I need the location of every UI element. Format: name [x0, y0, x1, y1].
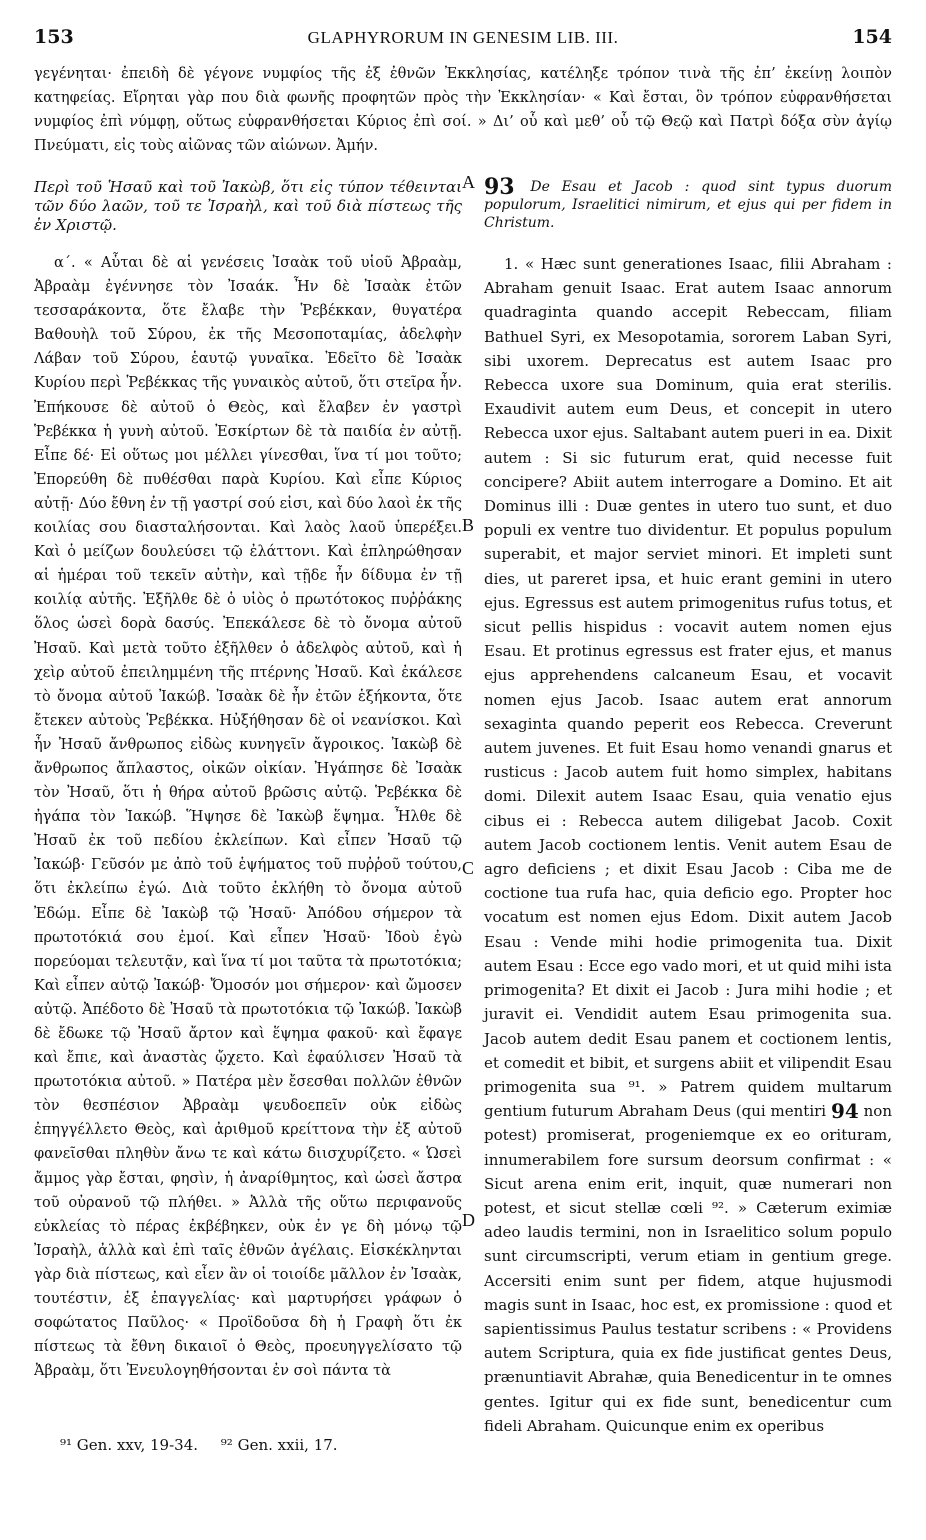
running-title: GLAPHYRORUM IN GENESIM LIB. III.: [307, 28, 619, 47]
latin-section-heading: [484, 174, 893, 232]
latin-body-part1: 1. « Hæc sunt generationes Isaac, filii Abraham : Abraham genuit Isaac. Erat autem Isaac annorum quadraginta quando accepit Rebeccam, filiam Bathuel Syri, ex Mesopotamia, sororem Laban Syri, sibi uxorem. Deprecatus est autem Isaac pro Rebecca uxore sua Dominum, quia erat sterilis. Exaudivit autem eum Deus, et concepit in utero Rebecca uxor ejus. Saltabant autem pueri in ea. Dixit autem : Si sic futurum erat, quid necesse fuit concipere? Abiit autem interrogare a Domino. Et ait Dominus illi : Duæ gentes in utero tuo sunt, et duo populi ex ventre tuo dividentur. Et populus populum superabit, et major serviet minori. Et impleti sunt dies, ut pareret ipsa, et huic erant gemini in utero ejus. Egressus est autem primogenitus rufus totus, et sicut pellis hispidus : vocavit autem nomen ejus Esau. Et protinus egressus est frater ejus, et manus ejus apprehendens calcaneum Esau, et vocavit nomen ejus Jacob. Isaac autem erat annorum sexaginta quando peperit eos Rebecca. Creverunt autem juvenes. Et fuit Esau homo venandi gnarus et rusticus : Jacob autem fuit homo simplex, habitans domi. Dilexit autem Isaac Esau, quia venatio ejus cibus ei : Rebecca autem diligebat Jacob. Coxit autem Jacob coctionem lentis. Venit autem Esau de agro deficiens ; et dixit Esau Jacob : Ciba me de coctione tua rufa hac, quia deficio ego. Propter hoc vocatum est nomen ejus Edom. Dixit autem Jacob Esau : Vende mihi hodie primogenita tua. Dixit autem Esau : Ecce ego vado mori, et ut quid mihi ista primogenita? Et dixit ei Jacob : Jura mihi hodie ; et juravit ei. Vendidit autem Esau primogenita sua. Jacob autem dedit Esau panem et coctionem lentis, et comedit et bibit, et surgens abiit et vilipendit Esau primogenita sua ⁹¹. » Patrem quidem multarum gentium futurum Abraham Deus (qui mentiri: [484, 255, 892, 1121]
latin-column: [484, 174, 893, 1438]
running-header: [34, 26, 892, 52]
latin-section-title: De Esau et Jacob : quod sint typus duorum populorum, Israelitici nimirum, et ejus qui per fidem in Christum.: [484, 179, 893, 231]
greek-body: α΄. « Αὗται δὲ αἱ γενέσεις Ἰσαὰκ τοῦ υἱοῦ Ἀβραὰμ, Ἀβραὰμ ἐγέννησε τὸν Ἰσαάκ. Ἦν δὲ Ἰσαὰκ ἐτῶν τεσσαράκοντα, ὅτε ἔλαβε τὴν Ῥεβέκκαν, θυγατέρα Βαθουὴλ τοῦ Σύρου, ἐκ τῆς Μεσοποταμίας, ἀδελφὴν Λάβαν τοῦ Σύρου, ἑαυτῷ γυναῖκα. Ἐδεῖτο δὲ Ἰσαὰκ Κυρίου περὶ Ῥεβέκκας τῆς γυναικὸς αὐτοῦ, ὅτι στεῖρα ἦν. Ἐπήκουσε δὲ αὐτοῦ ὁ Θεὸς, καὶ ἔλαβεν ἐν γαστρὶ Ῥεβέκκα ἡ γυνὴ αὐτοῦ. Ἐσκίρτων δὲ τὰ παιδία ἐν αὐτῇ. Εἶπε δέ· Εἰ οὕτως μοι μέλλει γίνεσθαι, ἵνα τί μοι τοῦτο; Ἐπορεύθη δὲ πυθέσθαι παρὰ Κυρίου. Καὶ εἶπε Κύριος αὐτῇ· Δύο ἔθνη ἐν τῇ γαστρί σού εἰσι, καὶ δύο λαοὶ ἐκ τῆς κοιλίας σου διασταλήσονται. Καὶ λαὸς λαοῦ ὑπερέξει. Καὶ ὁ μείζων δουλεύσει τῷ ἐλάττονι. Καὶ ἐπληρώθησαν αἱ ἡμέραι τοῦ τεκεῖν αὐτὴν, καὶ τῇδε ἦν δίδυμα ἐν τῇ κοιλίᾳ αὐτῆς. Ἐξῆλθε δὲ ὁ υἱὸς ὁ πρωτότοκος πυῤῥάκης ὅλος ὡσεὶ δορὰ δασύς. Ἐπεκάλεσε δὲ τὸ ὄνομα αὐτοῦ Ἠσαῦ. Καὶ μετὰ τοῦτο ἐξῆλθεν ὁ ἀδελφὸς αὐτοῦ, καὶ ἡ χεὶρ αὐτοῦ ἐπειλημμένη τῆς πτέρνης Ἠσαῦ. Καὶ ἐκάλεσε τὸ ὄνομα αὐτοῦ Ἰακώβ. Ἰσαὰκ δὲ ἦν ἐτῶν ἑξήκοντα, ὅτε ἔτεκεν αὐτοὺς Ῥεβέκκα. Ηὐξήθησαν δὲ οἱ νεανίσκοι. Καὶ ἦν Ἠσαῦ ἄνθρωπος εἰδὼς κυνηγεῖν ἄγροικος. Ἰακὼβ δὲ ἄνθρωπος ἄπλαστος, οἰκῶν οἰκίαν. Ἠγάπησε δὲ Ἰσαὰκ τὸν Ἠσαῦ, ὅτι ἡ θήρα αὐτοῦ βρῶσις αὐτῷ. Ῥεβέκκα δὲ ἠγάπα τὸν Ἰακώβ. Ἥψησε δὲ Ἰακὼβ ἕψημα. Ἦλθε δὲ Ἠσαῦ ἐκ τοῦ πεδίου ἐκλείπων. Καὶ εἶπεν Ἠσαῦ τῷ Ἰακώβ· Γεῦσόν με ἀπὸ τοῦ ἑψήματος τοῦ πυῤῥοῦ τούτου, ὅτι ἐκλείπω ἐγώ. Διὰ τοῦτο ἐκλήθη τὸ ὄνομα αὐτοῦ Ἐδώμ. Εἶπε δὲ Ἰακὼβ τῷ Ἠσαῦ· Ἀπόδου σήμερον τὰ πρωτοτόκιά σου ἐμοί. Καὶ εἶπεν Ἠσαῦ· Ἰδοὺ ἐγὼ πορεύομαι τελευτᾷν, καὶ ἵνα τί μοι ταῦτα τὰ πρωτοτόκια; Καὶ εἶπεν αὐτῷ Ἰακώβ· Ὄμοσόν μοι σήμερον· καὶ ὤμοσεν αὐτῷ. Ἀπέδοτο δὲ Ἠσαῦ τὰ πρωτοτόκια τῷ Ἰακώβ. Ἰακὼβ δὲ ἔδωκε τῷ Ἠσαῦ ἄρτον καὶ ἕψημα φακοῦ· καὶ ἔφαγε καὶ ἔπιε, καὶ ἀναστὰς ᾤχετο. Καὶ ἐφαύλισεν Ἠσαῦ τὰ πρωτοτόκια αὐτοῦ. » Πατέρα μὲν ἔσεσθαι πολλῶν ἐθνῶν τὸν θεσπέσιον Ἀβραὰμ ψευδοεπεῖν οὐκ εἰδὼς ἐπηγγέλλετο Θεὸς, καὶ ἀριθμοῦ κρείττονα τὴν ἐξ αὐτοῦ φανεῖσθαι πληθὺν ἄνω τε καὶ κάτω διισχυρίζετο. « Ὡσεὶ ἄμμος γὰρ ἔσται, φησὶν, ἡ ἀναρίθμητος, καὶ ὡσεὶ ἄστρα τοῦ οὐρανοῦ τῷ πλήθει. » Ἀλλὰ τῆς οὕτω περιφανοῦς εὐκλείας τὸ πέρας ἐκβέβηκεν, οὐκ ἐν γε δὴ μόνῳ τῷ Ἰσραὴλ, ἀλλὰ καὶ ἐπὶ ταῖς ἐθνῶν ἀγέλαις. Εἰσκέκληνται γὰρ διὰ πίστεως, καὶ εἶεν ἂν οἱ τοιοίδε μᾶλλον ἐν Ἰσαὰκ, τουτέστιν, ἐξ ἐπαγγελίας· καὶ μαρτυρήσει γράφων ὁ σοφώτατος Παῦλος· « Προϊδοῦσα δὴ ἡ Γραφὴ ὅτι ἐκ πίστεως τὰ ἔθνη δικαιοῖ ὁ Θεὸς, προευηγγελίσατο τῷ Ἀβραὰμ, ὅτι Ἐνευλογηθήσονται ἐν σοὶ πάντα τὰ: [34, 255, 462, 1380]
footnote-91: ⁹¹ Gen. xxv, 19-34.: [60, 1436, 199, 1454]
column-number: 93: [484, 174, 515, 200]
inline-column-number: 94: [830, 1099, 859, 1124]
top-paragraph: γεγένηται· ἐπειδὴ δὲ γέγονε νυμφίος τῆς ἐξ ἐθνῶν Ἐκκλησίας, κατέληξε τρόπον τινὰ τῆς ἐπ’ ἐκείνῃ λοιπὸν κατηφείας. Εἴρηται γὰρ που διὰ φωνῆς προφητῶν πρὸς τὴν Ἐκκλησίαν· « Καὶ ἔσται, ὃν τρόπον εὐφρανθήσεται νυμφίος ἐπὶ νύμφῃ, οὕτως εὐφρανθήσεται Κύριος ἐπὶ σοί. » Δι’ οὗ καὶ μεθ’ οὗ τῷ Θεῷ καὶ Πατρὶ δόξα σὺν ἁγίῳ Πνεύματι, εἰς τοὺς αἰῶνας τῶν αἰώνων. Ἀμήν.: [34, 66, 892, 154]
margin-letter-c: C: [462, 858, 475, 878]
latin-body-part2: non potest) promiserat, progeniemque ex eo orituram, innumerabilem fore sursum deorsum confirmat : « Sicut arena enim erit, inquit, quæ numerari non potest, et sicut stellæ cœli ⁹². » Cæterum eximiæ adeo laudis termini, non in Israelitico solum populo sunt circumscripti, verum etiam in gentium grege. Accersiti enim sunt per fidem, atque hujusmodi magis sunt in Isaac, hoc est, ex promissione : quod et sapientissimus Paulus testatur scribens : « Providens autem Scriptura, quia ex fide justificat gentes Deus, prænuntiavit Abrahæ, quia Benedicentur in te omnes gentes. Igitur qui ex fide sunt, benedicentur cum fideli Abraham. Quicunque enim ex operibus: [484, 1102, 892, 1435]
greek-section-title: Περὶ τοῦ Ἡσαῦ καὶ τοῦ Ἰακὼβ, ὅτι εἰς τύπον τέθεινται τῶν δύο λαῶν, τοῦ τε Ἰσραὴλ, καὶ τοῦ διὰ πίστεως τῆς ἐν Χριστῷ.: [34, 178, 462, 234]
greek-column: [34, 178, 462, 1383]
page-number-right: 154: [852, 26, 892, 48]
page-number-left: 153: [34, 26, 74, 48]
footnote-92: ⁹² Gen. xxii, 17.: [220, 1436, 338, 1454]
margin-letter-a: A: [462, 172, 475, 192]
footnotes: [60, 1436, 880, 1454]
latin-body: [484, 252, 892, 1438]
margin-letter-d: D: [462, 1210, 475, 1230]
margin-letter-b: B: [462, 515, 475, 535]
